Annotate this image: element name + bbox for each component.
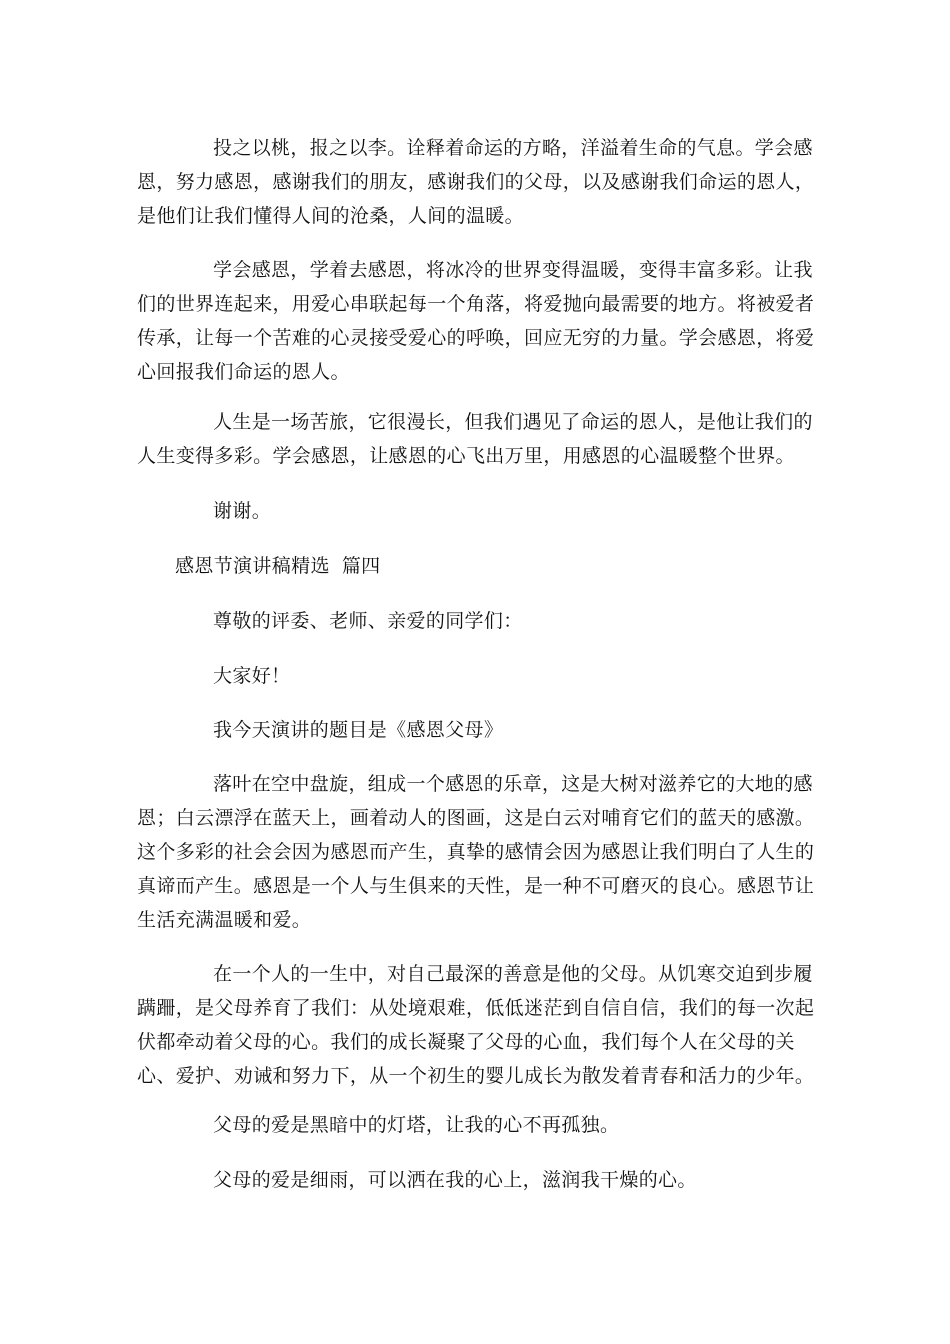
section-heading-number: 篇四	[341, 555, 381, 577]
paragraph-peach-plum: 投之以桃，报之以李。诠释着命运的方略，洋溢着生命的气息。学会感恩，努力感恩，感谢我们的朋友，感谢我们的父母，以及感谢我们命运的恩人，是他们让我们懂得人间的沧桑，人间的温暖。	[137, 137, 815, 227]
paragraph-life-journey: 人生是一场苦旅，它很漫长，但我们遇见了命运的恩人，是他让我们的人生变得多彩。学会感恩，让感恩的心飞出万里，用感恩的心温暖整个世界。	[137, 411, 813, 467]
paragraph-parents-kindness: 在一个人的一生中，对自己最深的善意是他的父母。从饥寒交迫到步履蹒跚，是父母养育了我们：从处境艰难，低低迷茫到自信自信，我们的每一次起伏都牵动着父母的心。我们的成长凝聚了父母的心血，我们每个人在父母的关心、爱护、劝诫和努力下，从一个初生的婴儿成长为散发着青春和活力的少年。	[137, 963, 815, 1087]
paragraph-thanks: 谢谢。	[213, 500, 272, 522]
paragraph-speech-topic: 我今天演讲的题目是《感恩父母》	[213, 719, 504, 741]
paragraph-lighthouse: 父母的爱是黑暗中的灯塔，让我的心不再孤独。	[213, 1114, 620, 1136]
paragraph-drizzle: 父母的爱是细雨，可以洒在我的心上，滋润我干燥的心。	[213, 1169, 697, 1191]
paragraph-learn-gratitude: 学会感恩，学着去感恩，将冰冷的世界变得温暖，变得丰富多彩。让我们的世界连起来，用爱心串联起每一个角落，将爱抛向最需要的地方。将被爱者传承，让每一个苦难的心灵接受爱心的呼唤，回应无穷的力量。学会感恩，将爱心回报我们命运的恩人。	[137, 259, 815, 383]
paragraph-hello: 大家好！	[213, 665, 291, 687]
paragraph-falling-leaves: 落叶在空中盘旋，组成一个感恩的乐章，这是大树对滋养它的大地的感恩；白云漂浮在蓝天上，画着动人的图画，这是白云对哺育它们的蓝天的感激。这个多彩的社会会因为感恩而产生，真挚的感情会因为感恩让我们明白了人生的真谛而产生。感恩是一个人与生俱来的天性，是一种不可磨灭的良心。感恩节让生活充满温暖和爱。	[137, 773, 815, 931]
section-heading	[175, 549, 381, 583]
paragraph-greeting-audience: 尊敬的评委、老师、亲爱的同学们：	[213, 610, 523, 632]
section-heading-title: 感恩节演讲稿精选	[175, 555, 330, 577]
